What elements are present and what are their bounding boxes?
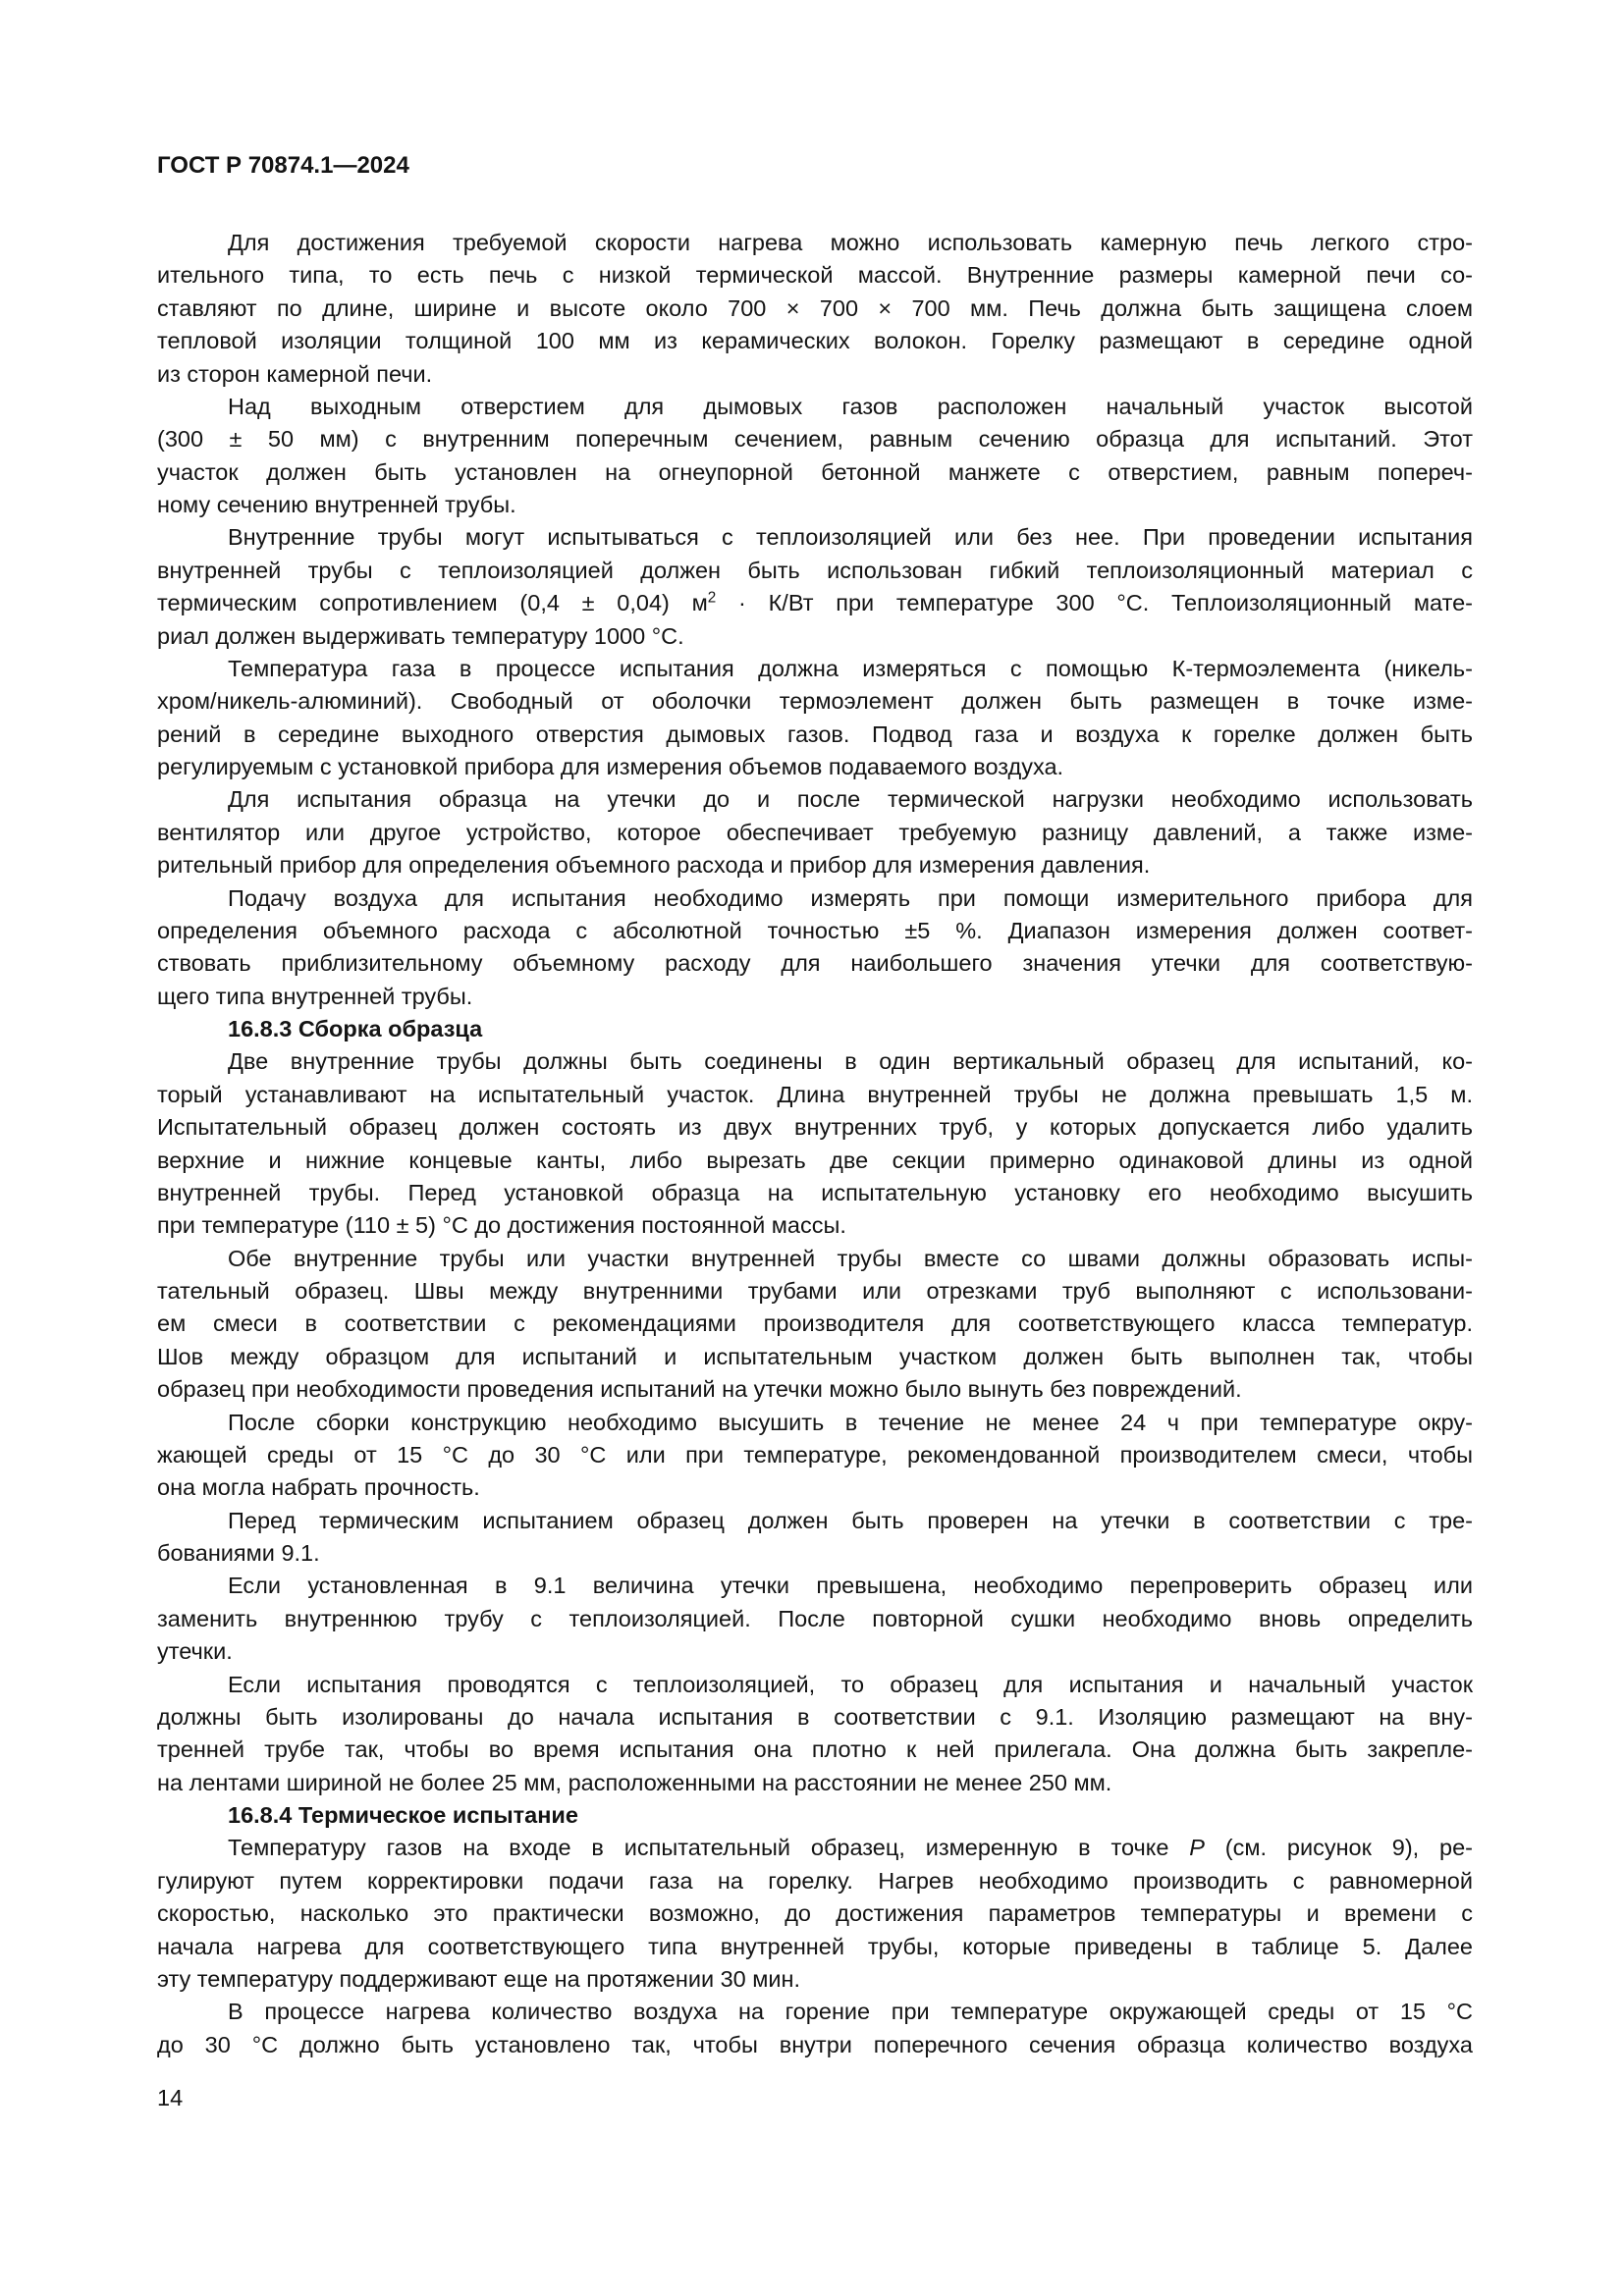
section-heading: 16.8.3 Сборка образца <box>228 1016 483 1041</box>
text-line: Две внутренние трубы должны быть соединены в один вертикальный образец для испытаний, ко- <box>228 1048 1473 1075</box>
text-line: начала нагрева для соответствующего типа внутренней трубы, которые приведены в таблице 5. Далее <box>157 1933 1473 1959</box>
text-line: верхние и нижние концевые канты, либо вырезать две секции примерно одинаковой длины из одной <box>157 1147 1473 1173</box>
text-line <box>157 1832 1473 1864</box>
text-line: хром/никель-алюминий). Свободный от оболочки термоэлемент должен быть размещен в точке изме- <box>157 688 1473 715</box>
text-segment: (см. рисунок 9), ре- <box>1204 1835 1473 1861</box>
text-line: эту температуру поддерживают еще на протяжении 30 мин. <box>157 1965 801 1992</box>
paragraph <box>157 1996 1473 2061</box>
text-line: жающей среды от 15 °С до 30 °С или при температуре, рекомендованной производителем смеси, чтобы <box>157 1441 1473 1468</box>
text-line: ствовать приблизительному объемному расходу для наибольшего значения утечки для соответствую- <box>157 950 1473 977</box>
text-line: тренней трубе так, чтобы во время испытания она плотно к ней прилегала. Она должна быть закрепле- <box>157 1736 1473 1763</box>
paragraph <box>157 1669 1473 1800</box>
text-line: заменить внутреннюю трубу с теплоизоляцией. После повторной сушки необходимо вновь определить <box>157 1605 1473 1631</box>
text-line: внутренней трубы. Перед установкой образца на испытательную установку его необходимо высушить <box>157 1179 1473 1205</box>
document-body <box>157 227 1473 2061</box>
text-segment: термическим сопротивлением (0,4 ± 0,04) м <box>157 590 708 616</box>
text-line: бованиями 9.1. <box>157 1540 320 1566</box>
text-line: Для испытания образца на утечки до и после термической нагрузки необходимо использовать <box>228 786 1473 813</box>
paragraph <box>157 1505 1473 1571</box>
text-line: скоростью, насколько это практически возможно, до достижения параметров температуры и времени с <box>157 1900 1473 1927</box>
paragraph <box>157 227 1473 391</box>
text-line: гулируют путем корректировки подачи газа на горелку. Нагрев необходимо производить с равномерной <box>157 1867 1473 1894</box>
text-line: Обе внутренние трубы или участки внутренней трубы вместе со швами должны образовать испы- <box>228 1245 1473 1271</box>
text-line: Над выходным отверстием для дымовых газов расположен начальный участок высотой <box>228 393 1473 419</box>
text-line: Шов между образцом для испытаний и испытательным участком должен быть выполнен так, чтобы <box>157 1343 1473 1369</box>
text-segment: · К/Вт при температуре 300 °С. Теплоизоляционный мате- <box>716 590 1474 616</box>
text-line: при температуре (110 ± 5) °С до достижения постоянной массы. <box>157 1212 846 1239</box>
text-line: рительный прибор для определения объемного расхода и прибор для измерения давления. <box>157 852 1151 879</box>
text-line: Для достижения требуемой скорости нагрева можно использовать камерную печь легкого стро- <box>228 230 1473 255</box>
paragraph <box>157 1570 1473 1668</box>
section-heading: 16.8.4 Термическое испытание <box>228 1802 578 1828</box>
page-number: 14 <box>157 2085 184 2110</box>
text-line: Если установленная в 9.1 величина утечки превышена, необходимо перепроверить образец или <box>228 1573 1473 1599</box>
text-line: ставляют по длине, ширине и высоте около 700 × 700 × 700 мм. Печь должна быть защищена слоем <box>157 294 1473 321</box>
text-line: ем смеси в соответствии с рекомендациями производителя для соответствующего класса температур. <box>157 1310 1473 1337</box>
text-line: она могла набрать прочность. <box>157 1474 480 1501</box>
text-line: из сторон камерной печи. <box>157 360 433 387</box>
paragraph <box>157 1243 1473 1407</box>
paragraph <box>157 1045 1473 1242</box>
text-line: на лентами шириной не более 25 мм, расположенными на расстоянии не менее 250 мм. <box>157 1769 1112 1795</box>
text-line: должны быть изолированы до начала испытания в соответствии с 9.1. Изоляцию размещают на вну- <box>157 1703 1473 1730</box>
text-line: до 30 °С должно быть установлено так, чтобы внутри поперечного сечения образца количество воздуха <box>157 2031 1473 2057</box>
superscript: 2 <box>707 589 717 607</box>
text-line: регулируемым с установкой прибора для измерения объемов подаваемого воздуха. <box>157 754 1064 779</box>
text-line: внутренней трубы с теплоизоляцией должен быть использован гибкий теплоизоляционный материал с <box>157 557 1473 583</box>
paragraph <box>157 1407 1473 1505</box>
text-line: тательный образец. Швы между внутренними трубами или отрезками труб выполняют с использовани- <box>157 1278 1473 1304</box>
paragraph <box>157 391 1473 522</box>
italic-symbol: P <box>1189 1835 1205 1861</box>
text-line: рений в середине выходного отверстия дымовых газов. Подвод газа и воздуха к горелке должен быть <box>157 721 1473 747</box>
text-line: риал должен выдерживать температуру 1000 °С. <box>157 622 684 649</box>
paragraph <box>157 1832 1473 1996</box>
text-line: щего типа внутренней трубы. <box>157 983 473 1009</box>
text-line: ительного типа, то есть печь с низкой термической массой. Внутренние размеры камерной печи со- <box>157 262 1473 289</box>
text-line: утечки. <box>157 1638 233 1665</box>
text-line <box>157 587 1473 619</box>
text-line: Перед термическим испытанием образец должен быть проверен на утечки в соответствии с тре- <box>228 1507 1473 1533</box>
text-line: После сборки конструкцию необходимо высушить в течение не менее 24 ч при температуре окру- <box>228 1409 1473 1435</box>
paragraph <box>157 521 1473 653</box>
text-line: участок должен быть установлен на огнеупорной бетонной манжете с отверстием, равным попереч- <box>157 458 1473 485</box>
paragraph <box>157 783 1473 881</box>
text-segment: Температуру газов на входе в испытательный образец, измеренную в точке <box>228 1835 1190 1861</box>
text-line: Испытательный образец должен состоять из двух внутренних труб, у которых допускается либо удалить <box>157 1114 1473 1141</box>
document-code-header: ГОСТ Р 70874.1—2024 <box>157 152 409 179</box>
paragraph <box>157 882 1473 1014</box>
text-line: ному сечению внутренней трубы. <box>157 492 516 517</box>
text-line: вентилятор или другое устройство, которое обеспечивает требуемую разницу давлений, а также изме- <box>157 819 1473 845</box>
text-line: торый устанавливают на испытательный участок. Длина внутренней трубы не должна превышать 1,5 м. <box>157 1081 1473 1107</box>
text-line: Подачу воздуха для испытания необходимо измерять при помощи измерительного прибора для <box>228 884 1473 911</box>
text-line: В процессе нагрева количество воздуха на горение при температуре окружающей среды от 15 °С <box>228 1999 1473 2025</box>
text-line: определения объемного расхода с абсолютной точностью ±5 %. Диапазон измерения должен соответ- <box>157 917 1473 943</box>
text-line: (300 ± 50 мм) с внутренним поперечным сечением, равным сечению образца для испытаний. Этот <box>157 426 1473 453</box>
text-line: Температура газа в процессе испытания должна измеряться с помощью К-термоэлемента (никель- <box>228 655 1473 681</box>
text-line: образец при необходимости проведения испытаний на утечки можно было вынуть без повреждений. <box>157 1376 1242 1403</box>
paragraph <box>157 653 1473 784</box>
text-line: Если испытания проводятся с теплоизоляцией, то образец для испытания и начальный участок <box>228 1671 1473 1697</box>
text-line: Внутренние трубы могут испытываться с теплоизоляцией или без нее. При проведении испытания <box>228 524 1473 551</box>
text-line: тепловой изоляции толщиной 100 мм из керамических волокон. Горелку размещают в середине одной <box>157 328 1473 354</box>
